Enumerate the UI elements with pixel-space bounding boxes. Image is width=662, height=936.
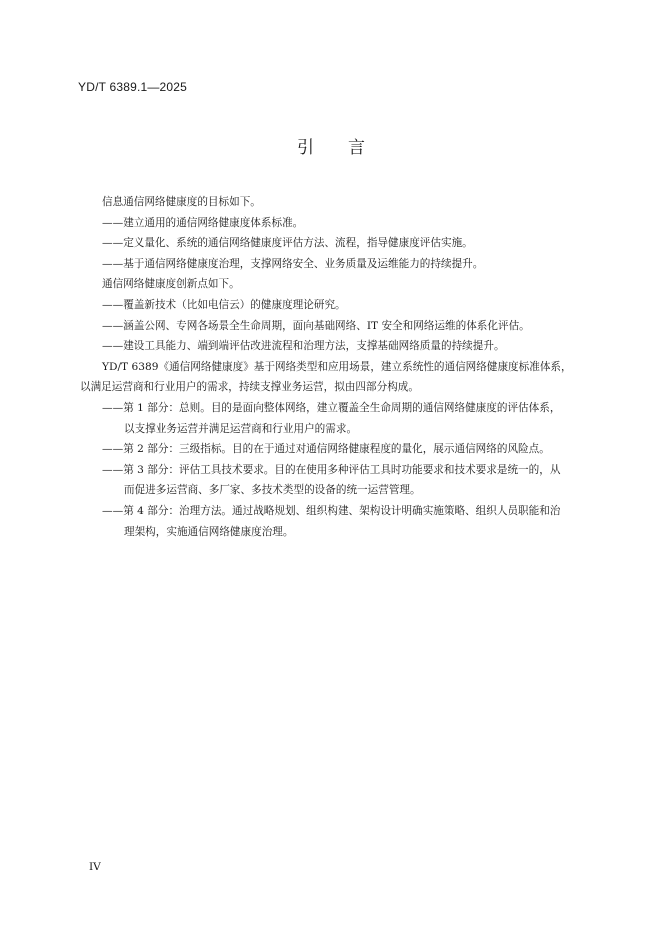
list-item-innovation-1: ——覆盖新技术（比如电信云）的健康度理论研究。 — [102, 298, 346, 311]
page-title: 引言 — [297, 138, 399, 158]
introduction-body — [80, 192, 602, 542]
list-item-part-2: ——第 2 部分：三级指标。目的在于通过对通信网络健康程度的量化，展示通信网络的风险点。 — [102, 443, 550, 456]
list-item-part-3: ——第 3 部分：评估工具技术要求。目的在使用多种评估工具时功能要求和技术要求是统一的，从 — [102, 463, 561, 476]
list-item-goal-2: ——定义量化、系统的通信网络健康度评估方法、流程，指导健康度评估实施。 — [102, 237, 473, 250]
paragraph-structure-line-1: YD/T 6389《通信网络健康度》基于网络类型和应用场景，建立系统性的通信网络健康度标准体系， — [102, 360, 572, 373]
list-item-part-4-cont: 理架构，实施通信网络健康度治理。 — [124, 525, 294, 538]
paragraph-structure-line-2: 以满足运营商和行业用户的需求，持续支撑业务运营，拟由四部分构成。 — [80, 381, 419, 394]
page-number: IV — [89, 861, 101, 873]
list-item-goal-3: ——基于通信网络健康度治理，支撑网络安全、业务质量及运维能力的持续提升。 — [102, 257, 484, 270]
standard-number: YD/T 6389.1—2025 — [78, 80, 188, 94]
list-item-part-3-cont: 而促进多运营商、多厂家、多技术类型的设备的统一运营管理。 — [124, 484, 421, 497]
list-item-part-4: ——第 4 部分：治理方法。通过战略规划、组织构建、架构设计明确实施策略、组织人员职能和治 — [102, 504, 561, 517]
list-item-goal-1: ——建立通用的通信网络健康度体系标准。 — [102, 216, 304, 229]
list-item-part-1: ——第 1 部分：总则。目的是面向整体网络，建立覆盖全生命周期的通信网络健康度的评估体系， — [102, 401, 561, 414]
paragraph-goals-intro: 信息通信网络健康度的目标如下。 — [102, 196, 261, 208]
list-item-innovation-2: ——涵盖公网、专网各场景全生命周期，面向基础网络、IT 安全和网络运维的体系化评估。 — [102, 319, 530, 332]
list-item-innovation-3: ——建设工具能力、端到端评估改进流程和治理方法，支撑基础网络质量的持续提升。 — [102, 340, 505, 353]
paragraph-innovation-intro: 通信网络健康度创新点如下。 — [102, 278, 240, 291]
list-item-part-1-cont: 以支撑业务运营并满足运营商和行业用户的需求。 — [124, 422, 358, 435]
